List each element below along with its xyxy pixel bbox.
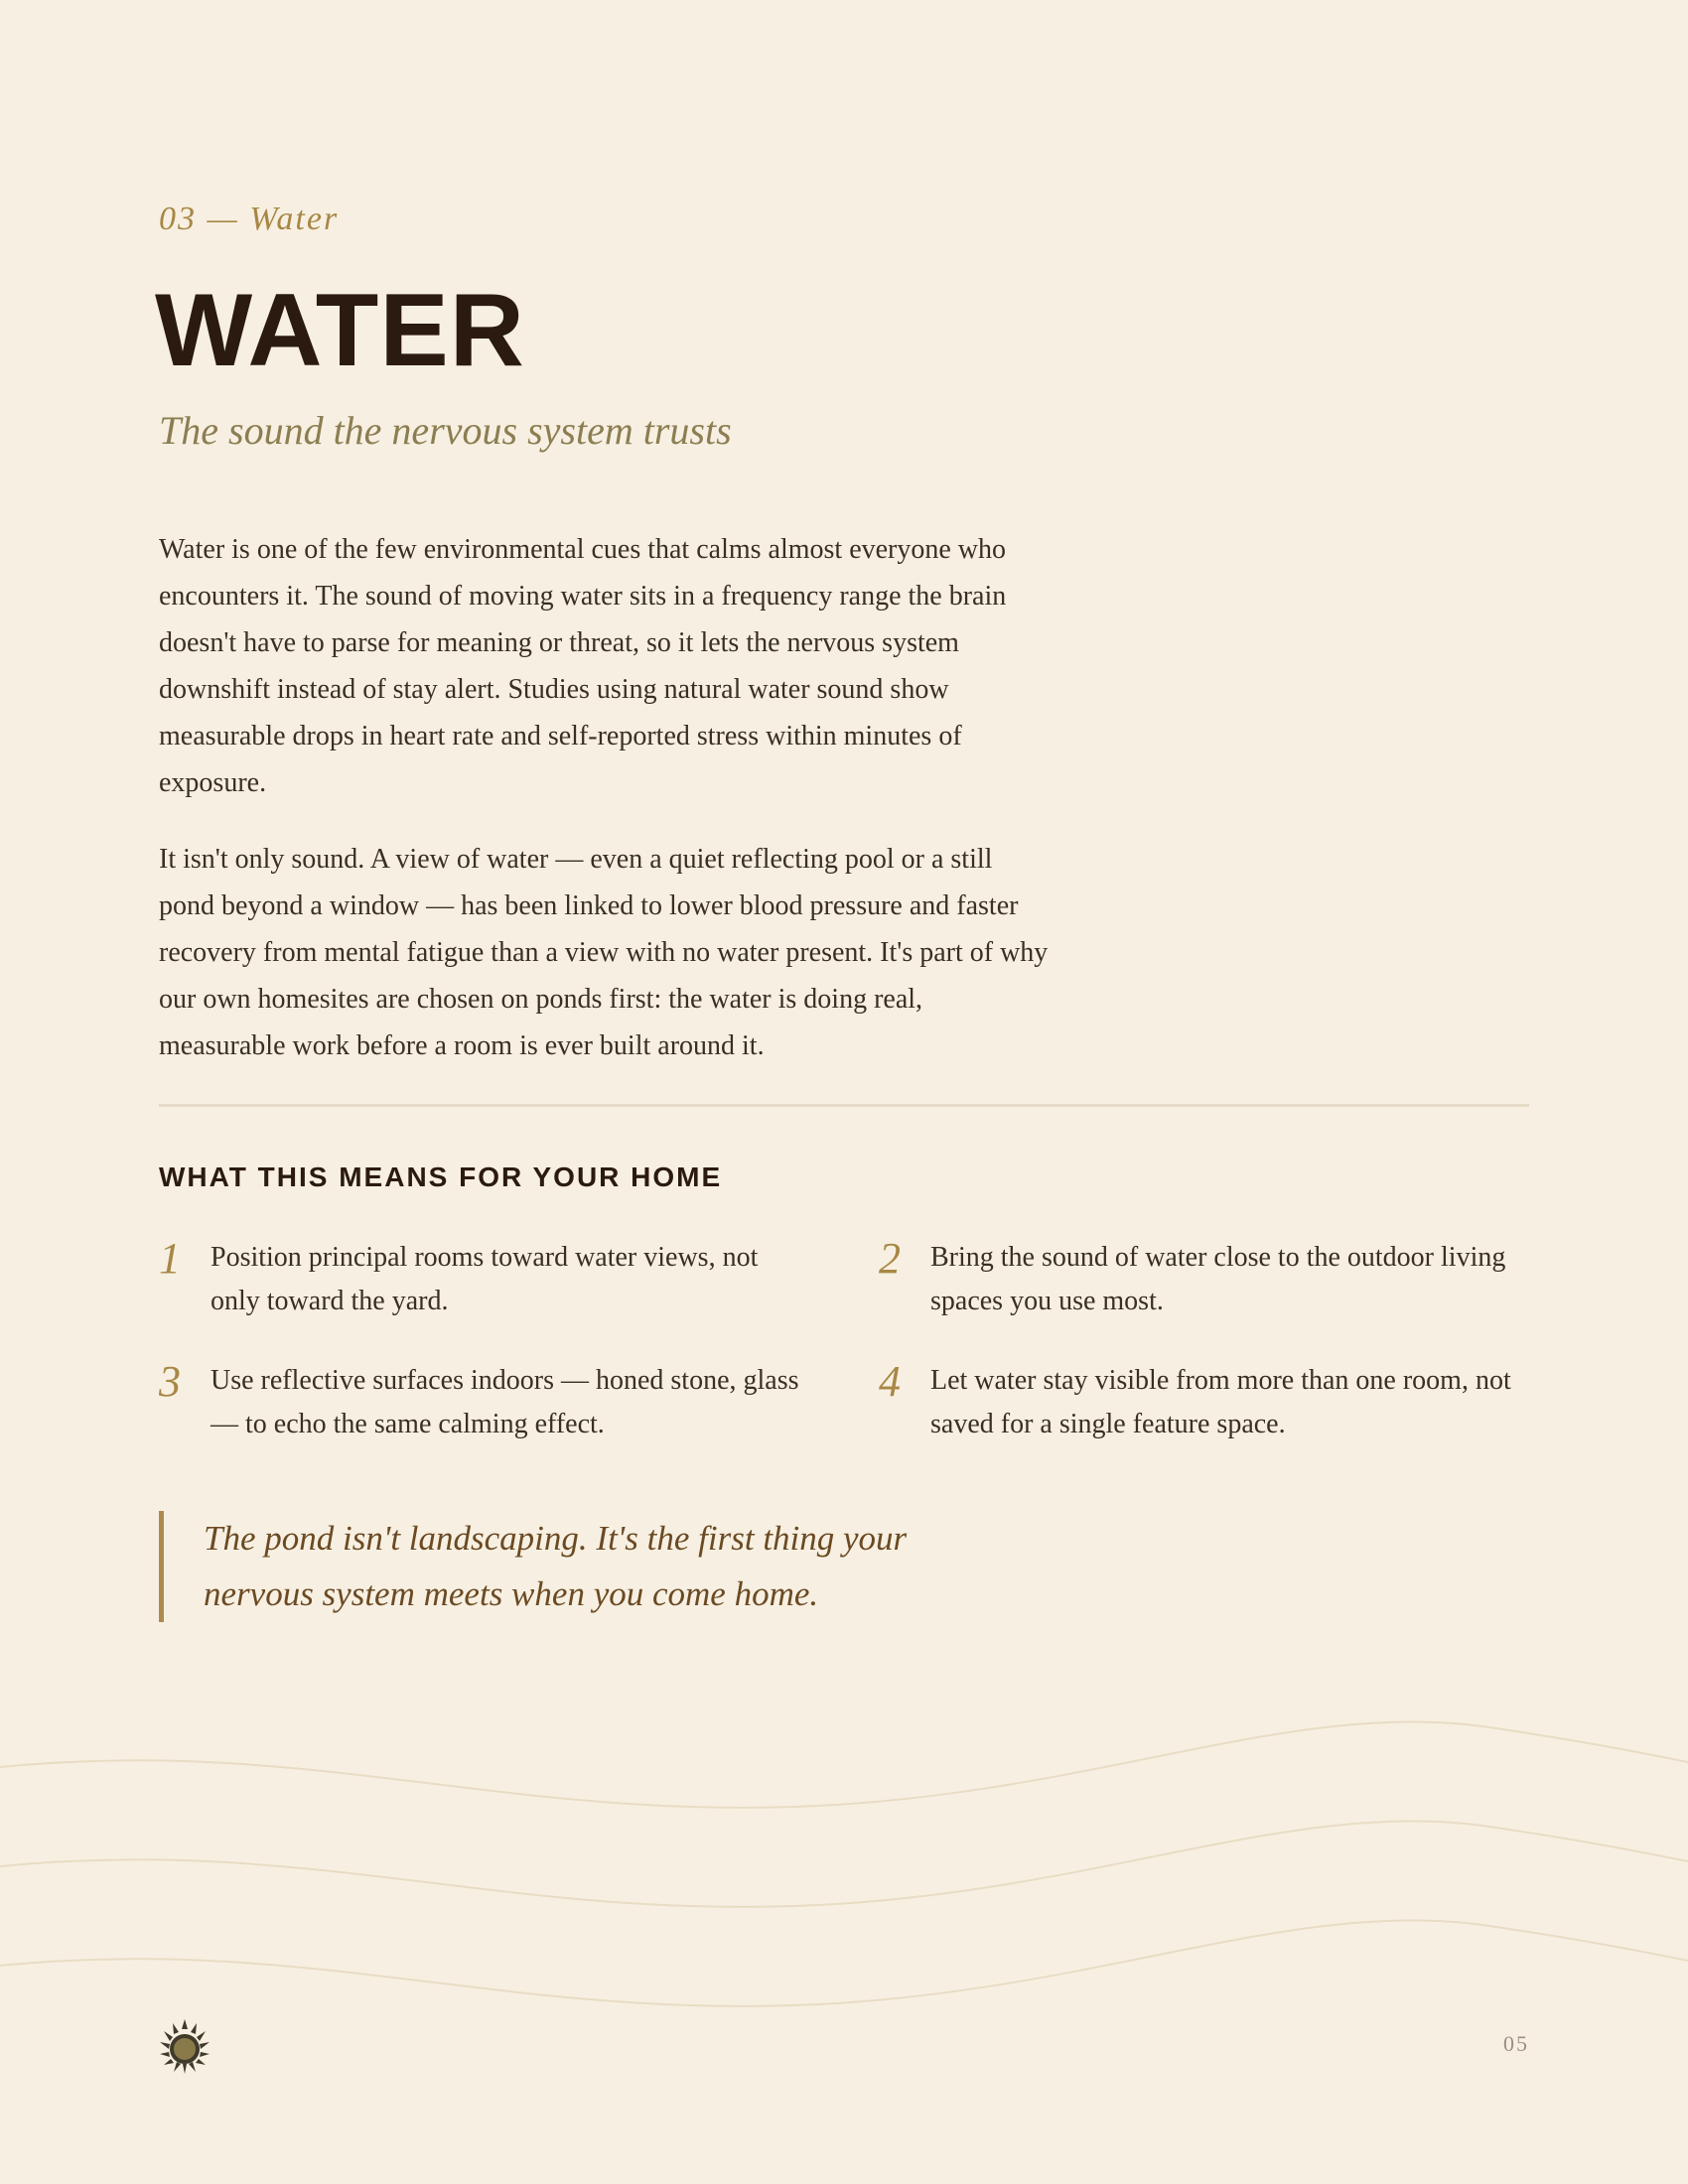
item-number: 3 <box>159 1357 181 1406</box>
recommendations-list <box>159 1236 1529 1446</box>
list-item <box>159 1236 879 1323</box>
list-item <box>879 1236 1529 1323</box>
wave-line <box>0 1821 1688 1906</box>
wave-line <box>0 1721 1688 1807</box>
item-text: Let water stay visible from more than one room, not saved for a single feature space. <box>930 1365 1511 1439</box>
body-text <box>159 526 1053 1099</box>
wave-decoration <box>0 1688 1688 2035</box>
section-eyebrow: 03 — Water <box>159 201 340 237</box>
item-text: Position principal rooms toward water views, not only toward the yard. <box>211 1242 759 1316</box>
body-paragraph: It isn't only sound. A view of water — even a quiet reflecting pool or a still pond beyond a window — has been linked to lower blood pressure and faster recovery from mental fatigue than a view with no water present. It's part of why our own homesites are chosen on ponds first: the water is doing real, measurable work before a room is ever built around it. <box>159 844 1049 1061</box>
item-text: Use reflective surfaces indoors — honed stone, glass — to echo the same calming effect. <box>211 1365 799 1439</box>
list-item <box>879 1359 1529 1446</box>
page-number: 05 <box>1503 2031 1529 2056</box>
wave-line <box>0 1920 1688 2005</box>
page-title: WATER <box>155 273 525 388</box>
pull-quote: The pond isn't landscaping. It's the first thing your nervous system meets when you come home. <box>159 1511 1018 1622</box>
list-item <box>159 1359 879 1446</box>
body-paragraph: Water is one of the few environmental cues that calms almost everyone who encounters it. The sound of moving water sits in a frequency range the brain doesn't have to parse for meaning or threat, so it lets the nervous system downshift instead of stay alert. Studies using natural water sound show measurable drops in heart rate and self-reported stress within minutes of exposure. <box>159 534 1007 798</box>
sunburst-logo-icon <box>157 2015 212 2075</box>
section-heading: WHAT THIS MEANS FOR YOUR HOME <box>159 1161 723 1192</box>
item-number: 4 <box>879 1357 901 1406</box>
page-subtitle: The sound the nervous system trusts <box>159 408 732 453</box>
item-number: 1 <box>159 1234 181 1283</box>
item-number: 2 <box>879 1234 901 1283</box>
item-text: Bring the sound of water close to the outdoor living spaces you use most. <box>930 1242 1506 1316</box>
section-divider <box>159 1104 1529 1107</box>
